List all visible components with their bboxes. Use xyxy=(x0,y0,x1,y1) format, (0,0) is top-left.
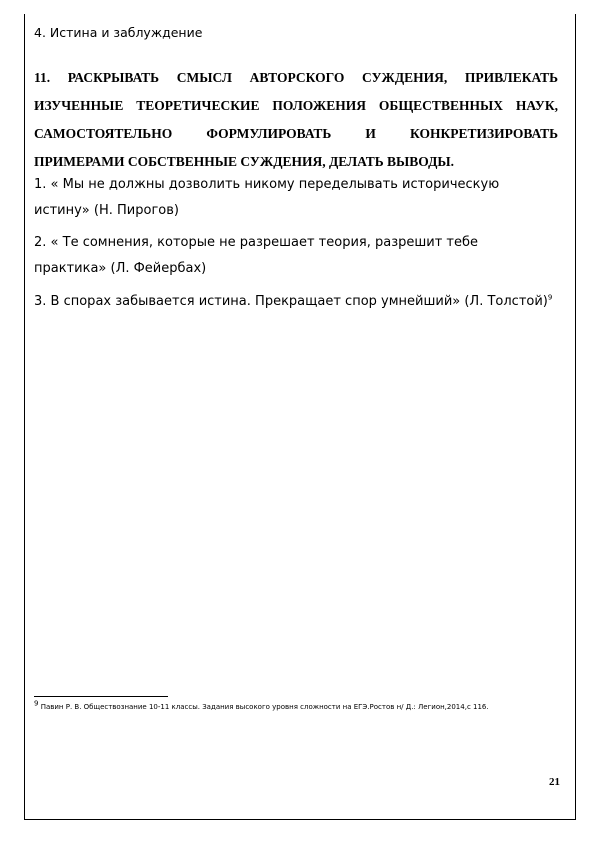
quote-item xyxy=(34,172,554,224)
page-number: 21 xyxy=(549,776,560,788)
footnote-reference[interactable]: 9 xyxy=(547,293,553,302)
footnote-text: Павин Р. В. Обществознание 10-11 классы. Задания высокого уровня сложности на ЕГЭ.Ростов н/ Д.: Легион,2014,с 116. xyxy=(40,703,489,711)
quote-text: 2. « Те сомнения, которые не разрешает теория, разрешит тебе практика» (Л. Фейербах) xyxy=(34,235,479,276)
quote-item xyxy=(34,289,554,315)
section-heading: 4. Истина и заблуждение xyxy=(34,25,203,40)
task-title: 11. РАСКРЫВАТЬ СМЫСЛ АВТОРСКОГО СУЖДЕНИЯ, ПРИВЛЕКАТЬ ИЗУЧЕННЫЕ ТЕОРЕТИЧЕСКИЕ ПОЛОЖЕНИЯ ОБЩЕСТВЕННЫХ НАУК, САМОСТОЯТЕЛЬНО ФОРМУЛИРОВАТЬ И КОНКРЕТИЗИРОВАТЬ ПРИМЕРАМИ СОБСТВЕННЫЕ СУЖДЕНИЯ, ДЕЛАТЬ ВЫВОДЫ. xyxy=(34,70,558,169)
quote-item xyxy=(34,230,554,282)
quote-text: 1. « Мы не должны дозволить никому переделывать историческую истину» (Н. Пирогов) xyxy=(34,177,500,218)
quote-text: 3. В спорах забывается истина. Прекращает спор умнейший» (Л. Толстой) xyxy=(34,294,548,309)
footnote-divider xyxy=(34,696,168,697)
footnote xyxy=(34,700,554,714)
footnote-marker: 9 xyxy=(34,699,39,708)
